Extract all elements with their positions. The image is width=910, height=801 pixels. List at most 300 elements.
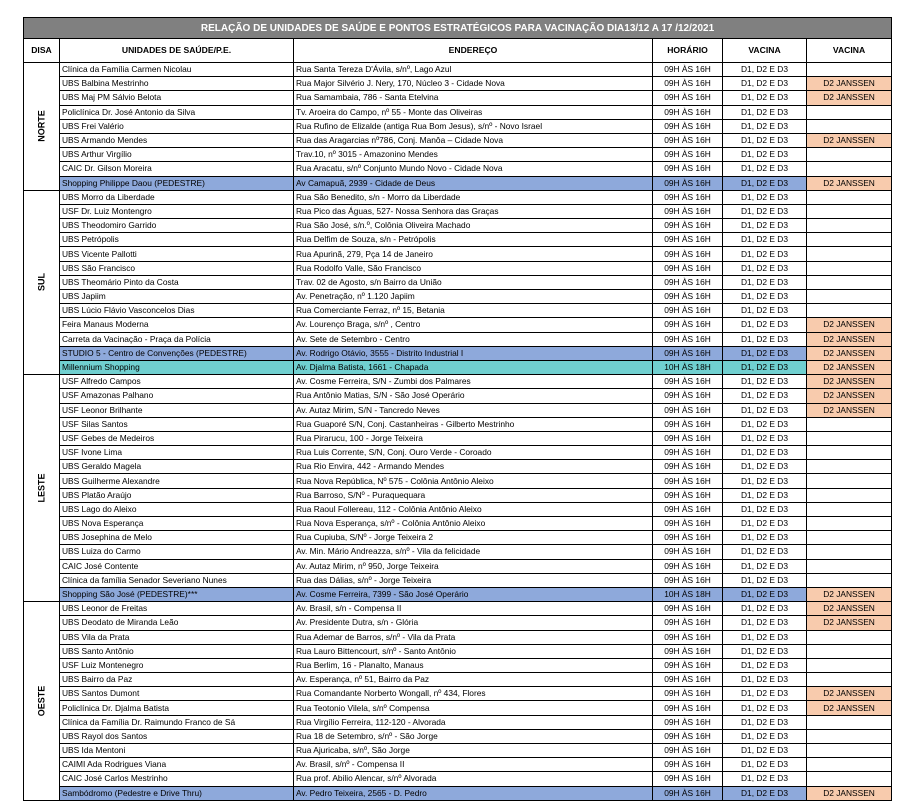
table-row <box>24 658 892 672</box>
table-row <box>24 758 892 772</box>
vaccine-cell: D1, D2 E D3 <box>723 488 807 502</box>
vaccine-cell: D1, D2 E D3 <box>723 332 807 346</box>
vaccine-cell: D1, D2 E D3 <box>723 290 807 304</box>
address-cell: Rua Berlim, 16 - Planalto, Manaus <box>294 658 653 672</box>
vaccine-2-cell: D2 JANSSEN <box>807 616 892 630</box>
unit-name-cell: CAIMI Ada Rodrigues Viana <box>60 758 294 772</box>
table-row <box>24 644 892 658</box>
schedule-cell: 09H ÀS 16H <box>653 318 723 332</box>
vaccine-2-cell <box>807 446 892 460</box>
table-row <box>24 190 892 204</box>
schedule-cell: 09H ÀS 16H <box>653 275 723 289</box>
schedule-cell: 09H ÀS 16H <box>653 290 723 304</box>
vaccination-table-sheet <box>23 17 891 801</box>
schedule-cell: 09H ÀS 16H <box>653 190 723 204</box>
vaccine-cell: D1, D2 E D3 <box>723 190 807 204</box>
table-row <box>24 105 892 119</box>
table-body <box>24 63 892 801</box>
table-row <box>24 602 892 616</box>
vaccine-cell: D1, D2 E D3 <box>723 91 807 105</box>
vaccine-2-cell: D2 JANSSEN <box>807 375 892 389</box>
vaccine-2-cell: D2 JANSSEN <box>807 587 892 601</box>
vaccine-cell: D1, D2 E D3 <box>723 148 807 162</box>
table-row <box>24 431 892 445</box>
schedule-cell: 09H ÀS 16H <box>653 176 723 190</box>
table-row <box>24 587 892 601</box>
vaccine-cell: D1, D2 E D3 <box>723 758 807 772</box>
vaccine-2-cell <box>807 502 892 516</box>
address-cell: Rua Pico das Águas, 527- Nossa Senhora das Graças <box>294 204 653 218</box>
table-row <box>24 332 892 346</box>
unit-name-cell: USF Gebes de Medeiros <box>60 431 294 445</box>
vaccination-units-table <box>23 17 892 801</box>
disa-label: OESTE <box>36 685 46 717</box>
vaccine-cell: D1, D2 E D3 <box>723 545 807 559</box>
header-endereco: ENDEREÇO <box>294 39 653 63</box>
unit-name-cell: UBS Santos Dumont <box>60 687 294 701</box>
unit-name-cell: UBS Theomário Pinto da Costa <box>60 275 294 289</box>
disa-cell <box>24 63 60 191</box>
address-cell: Av. Sete de Setembro - Centro <box>294 332 653 346</box>
vaccine-cell: D1, D2 E D3 <box>723 204 807 218</box>
vaccine-cell: D1, D2 E D3 <box>723 275 807 289</box>
table-row <box>24 403 892 417</box>
vaccine-2-cell: D2 JANSSEN <box>807 133 892 147</box>
schedule-cell: 09H ÀS 16H <box>653 772 723 786</box>
address-cell: Av. Lourenço Braga, s/nº , Centro <box>294 318 653 332</box>
unit-name-cell: UBS Arthur Virgílio <box>60 148 294 162</box>
header-vacina-2: VACINA <box>807 39 892 63</box>
header-row <box>24 39 892 63</box>
unit-name-cell: Feira Manaus Moderna <box>60 318 294 332</box>
table-row <box>24 715 892 729</box>
table-row <box>24 616 892 630</box>
schedule-cell: 09H ÀS 16H <box>653 488 723 502</box>
schedule-cell: 09H ÀS 16H <box>653 715 723 729</box>
unit-name-cell: UBS São Francisco <box>60 261 294 275</box>
table-row <box>24 375 892 389</box>
vaccine-cell: D1, D2 E D3 <box>723 602 807 616</box>
vaccine-cell: D1, D2 E D3 <box>723 630 807 644</box>
schedule-cell: 09H ÀS 16H <box>653 417 723 431</box>
unit-name-cell: UBS Theodomiro Garrido <box>60 219 294 233</box>
address-cell: Rua das Dálias, s/nº - Jorge Teixeira <box>294 573 653 587</box>
schedule-cell: 09H ÀS 16H <box>653 431 723 445</box>
address-cell: Av. Brasil, s/n - Compensa II <box>294 602 653 616</box>
table-row <box>24 673 892 687</box>
vaccine-2-cell <box>807 758 892 772</box>
address-cell: Rua Barroso, S/Nº - Puraquequara <box>294 488 653 502</box>
unit-name-cell: USF Dr. Luiz Montengro <box>60 204 294 218</box>
schedule-cell: 09H ÀS 16H <box>653 247 723 261</box>
vaccine-2-cell <box>807 658 892 672</box>
vaccine-2-cell <box>807 233 892 247</box>
header-horario: HORÁRIO <box>653 39 723 63</box>
address-cell: Rua Guaporé S/N, Conj. Castanheiras - Gilberto Mestrinho <box>294 417 653 431</box>
address-cell: Rua 18 de Setembro, s/nº - São Jorge <box>294 729 653 743</box>
vaccine-cell: D1, D2 E D3 <box>723 389 807 403</box>
vaccine-cell: D1, D2 E D3 <box>723 786 807 800</box>
vaccine-cell: D1, D2 E D3 <box>723 658 807 672</box>
address-cell: Rua prof. Abilio Alencar, s/nº Alvorada <box>294 772 653 786</box>
unit-name-cell: UBS Morro da Liberdade <box>60 190 294 204</box>
vaccine-cell: D1, D2 E D3 <box>723 119 807 133</box>
vaccine-2-cell <box>807 417 892 431</box>
table-row <box>24 77 892 91</box>
table-row <box>24 275 892 289</box>
disa-label: NORTE <box>36 110 46 143</box>
schedule-cell: 09H ÀS 16H <box>653 204 723 218</box>
vaccine-2-cell: D2 JANSSEN <box>807 332 892 346</box>
unit-name-cell: UBS Geraldo Magela <box>60 460 294 474</box>
unit-name-cell: UBS Rayol dos Santos <box>60 729 294 743</box>
address-cell: Rua Lauro Bittencourt, s/nº - Santo Antônio <box>294 644 653 658</box>
address-cell: Rua Rio Envira, 442 - Armando Mendes <box>294 460 653 474</box>
address-cell: Av. Djalma Batista, 1661 - Chapada <box>294 360 653 374</box>
vaccine-cell: D1, D2 E D3 <box>723 701 807 715</box>
schedule-cell: 09H ÀS 16H <box>653 389 723 403</box>
address-cell: Rua Cupiuba, S/Nº - Jorge Teixeira 2 <box>294 531 653 545</box>
table-row <box>24 247 892 261</box>
vaccine-2-cell: D2 JANSSEN <box>807 346 892 360</box>
vaccine-2-cell <box>807 304 892 318</box>
unit-name-cell: Carreta da Vacinação - Praça da Polícia <box>60 332 294 346</box>
unit-name-cell: UBS Maj PM Sálvio Belota <box>60 91 294 105</box>
address-cell: Rua Pirarucu, 100 - Jorge Teixeira <box>294 431 653 445</box>
vaccine-cell: D1, D2 E D3 <box>723 233 807 247</box>
vaccine-cell: D1, D2 E D3 <box>723 63 807 77</box>
address-cell: Rua Virgílio Ferreira, 112-120 - Alvorada <box>294 715 653 729</box>
schedule-cell: 09H ÀS 16H <box>653 63 723 77</box>
table-row <box>24 488 892 502</box>
schedule-cell: 09H ÀS 16H <box>653 630 723 644</box>
table-row <box>24 531 892 545</box>
table-row <box>24 772 892 786</box>
address-cell: Av. Brasil, s/nº - Compensa II <box>294 758 653 772</box>
table-row <box>24 91 892 105</box>
address-cell: Rua Nova República, Nº 575 - Colônia Antônio Aleixo <box>294 474 653 488</box>
table-row <box>24 460 892 474</box>
vaccine-cell: D1, D2 E D3 <box>723 673 807 687</box>
table-row <box>24 630 892 644</box>
unit-name-cell: UBS Japiim <box>60 290 294 304</box>
address-cell: Rua Ademar de Barros, s/nº - Vila da Prata <box>294 630 653 644</box>
unit-name-cell: UBS Balbina Mestrinho <box>60 77 294 91</box>
schedule-cell: 09H ÀS 16H <box>653 346 723 360</box>
unit-name-cell: USF Silas Santos <box>60 417 294 431</box>
table-row <box>24 545 892 559</box>
table-row <box>24 417 892 431</box>
unit-name-cell: USF Leonor Brilhante <box>60 403 294 417</box>
vaccine-2-cell <box>807 105 892 119</box>
address-cell: Rua Luis Corrente, S/N, Conj. Ouro Verde - Coroado <box>294 446 653 460</box>
schedule-cell: 09H ÀS 16H <box>653 545 723 559</box>
schedule-cell: 09H ÀS 16H <box>653 446 723 460</box>
schedule-cell: 09H ÀS 16H <box>653 616 723 630</box>
vaccine-cell: D1, D2 E D3 <box>723 261 807 275</box>
unit-name-cell: STUDIO 5 - Centro de Convenções (PEDESTRE) <box>60 346 294 360</box>
vaccine-2-cell: D2 JANSSEN <box>807 687 892 701</box>
unit-name-cell: UBS Lago do Aleixo <box>60 502 294 516</box>
address-cell: Av. Autaz Mirim, S/N - Tancredo Neves <box>294 403 653 417</box>
vaccine-cell: D1, D2 E D3 <box>723 403 807 417</box>
table-row <box>24 701 892 715</box>
disa-label: LESTE <box>36 473 46 503</box>
unit-name-cell: USF Ivone Lima <box>60 446 294 460</box>
schedule-cell: 09H ÀS 16H <box>653 729 723 743</box>
address-cell: Rua São José, s/n.º, Colônia Oliveira Machado <box>294 219 653 233</box>
schedule-cell: 09H ÀS 16H <box>653 573 723 587</box>
disa-cell <box>24 375 60 602</box>
header-unidade: UNIDADES DE SAÚDE/P.E. <box>60 39 294 63</box>
vaccine-cell: D1, D2 E D3 <box>723 744 807 758</box>
vaccine-2-cell <box>807 517 892 531</box>
schedule-cell: 09H ÀS 16H <box>653 644 723 658</box>
schedule-cell: 09H ÀS 16H <box>653 332 723 346</box>
vaccine-2-cell: D2 JANSSEN <box>807 176 892 190</box>
vaccine-cell: D1, D2 E D3 <box>723 715 807 729</box>
schedule-cell: 09H ÀS 16H <box>653 460 723 474</box>
unit-name-cell: UBS Armando Mendes <box>60 133 294 147</box>
vaccine-2-cell <box>807 204 892 218</box>
vaccine-cell: D1, D2 E D3 <box>723 318 807 332</box>
unit-name-cell: Sambódromo (Pedestre e Drive Thru) <box>60 786 294 800</box>
unit-name-cell: UBS Lúcio Flávio Vasconcelos Dias <box>60 304 294 318</box>
unit-name-cell: USF Luiz Montenegro <box>60 658 294 672</box>
vaccine-2-cell <box>807 488 892 502</box>
schedule-cell: 09H ÀS 16H <box>653 658 723 672</box>
address-cell: Rua das Aragarcias nº786, Conj. Manôa – Cidade Nova <box>294 133 653 147</box>
schedule-cell: 09H ÀS 16H <box>653 502 723 516</box>
table-row <box>24 559 892 573</box>
table-row <box>24 446 892 460</box>
disa-cell <box>24 190 60 374</box>
table-row <box>24 133 892 147</box>
unit-name-cell: CAIC José Carlos Mestrinho <box>60 772 294 786</box>
vaccine-cell: D1, D2 E D3 <box>723 105 807 119</box>
vaccine-2-cell <box>807 573 892 587</box>
vaccine-2-cell <box>807 715 892 729</box>
schedule-cell: 09H ÀS 16H <box>653 673 723 687</box>
unit-name-cell: UBS Platão Araújo <box>60 488 294 502</box>
table-row <box>24 318 892 332</box>
address-cell: Rua Comerciante Ferraz, nº 15, Betania <box>294 304 653 318</box>
schedule-cell: 09H ÀS 16H <box>653 105 723 119</box>
unit-name-cell: USF Alfredo Campos <box>60 375 294 389</box>
address-cell: Av Camapuã, 2939 - Cidade de Deus <box>294 176 653 190</box>
table-row <box>24 502 892 516</box>
address-cell: Av. Cosme Ferreira, 7399 - São José Operário <box>294 587 653 601</box>
address-cell: Tv. Aroeira do Campo, nº 55 - Monte das Oliveiras <box>294 105 653 119</box>
address-cell: Av. Penetração, nº 1.120 Japiim <box>294 290 653 304</box>
schedule-cell: 09H ÀS 16H <box>653 148 723 162</box>
vaccine-2-cell: D2 JANSSEN <box>807 403 892 417</box>
vaccine-cell: D1, D2 E D3 <box>723 346 807 360</box>
unit-name-cell: UBS Petrópolis <box>60 233 294 247</box>
address-cell: Rua Rufino de Elizalde (antiga Rua Bom Jesus), s/nº - Novo Israel <box>294 119 653 133</box>
schedule-cell: 09H ÀS 16H <box>653 219 723 233</box>
vaccine-2-cell <box>807 148 892 162</box>
schedule-cell: 09H ÀS 16H <box>653 162 723 176</box>
unit-name-cell: UBS Deodato de Miranda Leão <box>60 616 294 630</box>
address-cell: Rua Rodolfo Valle, São Francisco <box>294 261 653 275</box>
schedule-cell: 09H ÀS 16H <box>653 474 723 488</box>
vaccine-cell: D1, D2 E D3 <box>723 133 807 147</box>
unit-name-cell: Clínica da Família Carmen Nicolau <box>60 63 294 77</box>
table-row <box>24 573 892 587</box>
vaccine-cell: D1, D2 E D3 <box>723 587 807 601</box>
table-row <box>24 261 892 275</box>
vaccine-cell: D1, D2 E D3 <box>723 616 807 630</box>
unit-name-cell: UBS Bairro da Paz <box>60 673 294 687</box>
table-row <box>24 360 892 374</box>
vaccine-2-cell: D2 JANSSEN <box>807 602 892 616</box>
table-row <box>24 474 892 488</box>
vaccine-cell: D1, D2 E D3 <box>723 446 807 460</box>
unit-name-cell: UBS Vila da Prata <box>60 630 294 644</box>
vaccine-2-cell <box>807 219 892 233</box>
vaccine-2-cell <box>807 162 892 176</box>
schedule-cell: 09H ÀS 16H <box>653 786 723 800</box>
schedule-cell: 09H ÀS 16H <box>653 133 723 147</box>
unit-name-cell: USF Amazonas Palhano <box>60 389 294 403</box>
schedule-cell: 09H ÀS 16H <box>653 559 723 573</box>
address-cell: Av. Esperança, nº 51, Bairro da Paz <box>294 673 653 687</box>
vaccine-2-cell: D2 JANSSEN <box>807 360 892 374</box>
unit-name-cell: Millennium Shopping <box>60 360 294 374</box>
vaccine-2-cell <box>807 460 892 474</box>
unit-name-cell: Shopping São José (PEDESTRE)*** <box>60 587 294 601</box>
unit-name-cell: Policlínica Dr. Djalma Batista <box>60 701 294 715</box>
vaccine-2-cell: D2 JANSSEN <box>807 701 892 715</box>
schedule-cell: 09H ÀS 16H <box>653 77 723 91</box>
table-row <box>24 148 892 162</box>
schedule-cell: 09H ÀS 16H <box>653 758 723 772</box>
schedule-cell: 10H ÀS 18H <box>653 360 723 374</box>
vaccine-2-cell <box>807 630 892 644</box>
vaccine-2-cell <box>807 261 892 275</box>
header-vacina: VACINA <box>723 39 807 63</box>
vaccine-cell: D1, D2 E D3 <box>723 687 807 701</box>
table-row <box>24 219 892 233</box>
address-cell: Rua Ajuricaba, s/nº, São Jorge <box>294 744 653 758</box>
address-cell: Rua Delfim de Souza, s/n - Petrópolis <box>294 233 653 247</box>
table-row <box>24 162 892 176</box>
address-cell: Rua Aracatu, s/nº Conjunto Mundo Novo - Cidade Nova <box>294 162 653 176</box>
vaccine-cell: D1, D2 E D3 <box>723 77 807 91</box>
schedule-cell: 10H ÀS 18H <box>653 587 723 601</box>
table-row <box>24 517 892 531</box>
unit-name-cell: UBS Guilherme Alexandre <box>60 474 294 488</box>
vaccine-cell: D1, D2 E D3 <box>723 375 807 389</box>
vaccine-2-cell <box>807 275 892 289</box>
header-disa: DISA <box>24 39 60 63</box>
table-row <box>24 729 892 743</box>
table-row <box>24 786 892 800</box>
table-row <box>24 346 892 360</box>
schedule-cell: 09H ÀS 16H <box>653 91 723 105</box>
vaccine-2-cell <box>807 545 892 559</box>
table-row <box>24 63 892 77</box>
vaccine-2-cell: D2 JANSSEN <box>807 91 892 105</box>
unit-name-cell: UBS Frei Valério <box>60 119 294 133</box>
address-cell: Av. Cosme Ferreira, S/N - Zumbi dos Palmares <box>294 375 653 389</box>
table-row <box>24 744 892 758</box>
disa-cell <box>24 602 60 801</box>
vaccine-cell: D1, D2 E D3 <box>723 417 807 431</box>
schedule-cell: 09H ÀS 16H <box>653 403 723 417</box>
disa-label: SUL <box>36 273 46 292</box>
unit-name-cell: UBS Nova Esperança <box>60 517 294 531</box>
address-cell: Rua São Benedito, s/n - Morro da Liberdade <box>294 190 653 204</box>
unit-name-cell: UBS Vicente Pallotti <box>60 247 294 261</box>
vaccine-cell: D1, D2 E D3 <box>723 644 807 658</box>
vaccine-2-cell <box>807 119 892 133</box>
vaccine-2-cell <box>807 63 892 77</box>
unit-name-cell: Policlínica Dr. José Antonio da Silva <box>60 105 294 119</box>
schedule-cell: 09H ÀS 16H <box>653 119 723 133</box>
schedule-cell: 09H ÀS 16H <box>653 375 723 389</box>
unit-name-cell: CAIC José Contente <box>60 559 294 573</box>
vaccine-2-cell <box>807 673 892 687</box>
table-row <box>24 389 892 403</box>
schedule-cell: 09H ÀS 16H <box>653 687 723 701</box>
address-cell: Rua Santa Tereza D'Ávila, s/nº, Lago Azul <box>294 63 653 77</box>
vaccine-2-cell: D2 JANSSEN <box>807 786 892 800</box>
address-cell: Rua Comandante Norberto Wongall, nº 434, Flores <box>294 687 653 701</box>
address-cell: Av. Min. Mário Andreazza, s/nº - Vila da felicidade <box>294 545 653 559</box>
unit-name-cell: Shopping Philippe Daou (PEDESTRE) <box>60 176 294 190</box>
address-cell: Rua Raoul Follereau, 112 - Colônia Antônio Aleixo <box>294 502 653 516</box>
vaccine-2-cell <box>807 559 892 573</box>
vaccine-2-cell <box>807 644 892 658</box>
vaccine-cell: D1, D2 E D3 <box>723 176 807 190</box>
table-row <box>24 176 892 190</box>
schedule-cell: 09H ÀS 16H <box>653 304 723 318</box>
vaccine-cell: D1, D2 E D3 <box>723 162 807 176</box>
vaccine-2-cell: D2 JANSSEN <box>807 318 892 332</box>
table-row <box>24 290 892 304</box>
unit-name-cell: UBS Leonor de Freitas <box>60 602 294 616</box>
unit-name-cell: UBS Santo Antônio <box>60 644 294 658</box>
address-cell: Rua Apurinã, 279, Pça 14 de Janeiro <box>294 247 653 261</box>
schedule-cell: 09H ÀS 16H <box>653 701 723 715</box>
table-row <box>24 119 892 133</box>
table-row <box>24 204 892 218</box>
vaccine-cell: D1, D2 E D3 <box>723 304 807 318</box>
vaccine-cell: D1, D2 E D3 <box>723 474 807 488</box>
vaccine-2-cell <box>807 474 892 488</box>
unit-name-cell: CAIC Dr. Gilson Moreira <box>60 162 294 176</box>
vaccine-2-cell: D2 JANSSEN <box>807 389 892 403</box>
address-cell: Av. Presidente Dutra, s/n - Glória <box>294 616 653 630</box>
vaccine-cell: D1, D2 E D3 <box>723 559 807 573</box>
address-cell: Av. Autaz Mirim, nº 950, Jorge Teixeira <box>294 559 653 573</box>
vaccine-2-cell: D2 JANSSEN <box>807 77 892 91</box>
vaccine-2-cell <box>807 531 892 545</box>
unit-name-cell: UBS Ida Mentoni <box>60 744 294 758</box>
schedule-cell: 09H ÀS 16H <box>653 744 723 758</box>
vaccine-2-cell <box>807 431 892 445</box>
vaccine-cell: D1, D2 E D3 <box>723 460 807 474</box>
schedule-cell: 09H ÀS 16H <box>653 517 723 531</box>
address-cell: Trav. 02 de Agosto, s/n Bairro da União <box>294 275 653 289</box>
unit-name-cell: Clínica da Família Dr. Raimundo Franco de Sá <box>60 715 294 729</box>
address-cell: Av. Pedro Teixeira, 2565 - D. Pedro <box>294 786 653 800</box>
vaccine-cell: D1, D2 E D3 <box>723 517 807 531</box>
table-row <box>24 304 892 318</box>
address-cell: Trav.10, nº 3015 - Amazonino Mendes <box>294 148 653 162</box>
